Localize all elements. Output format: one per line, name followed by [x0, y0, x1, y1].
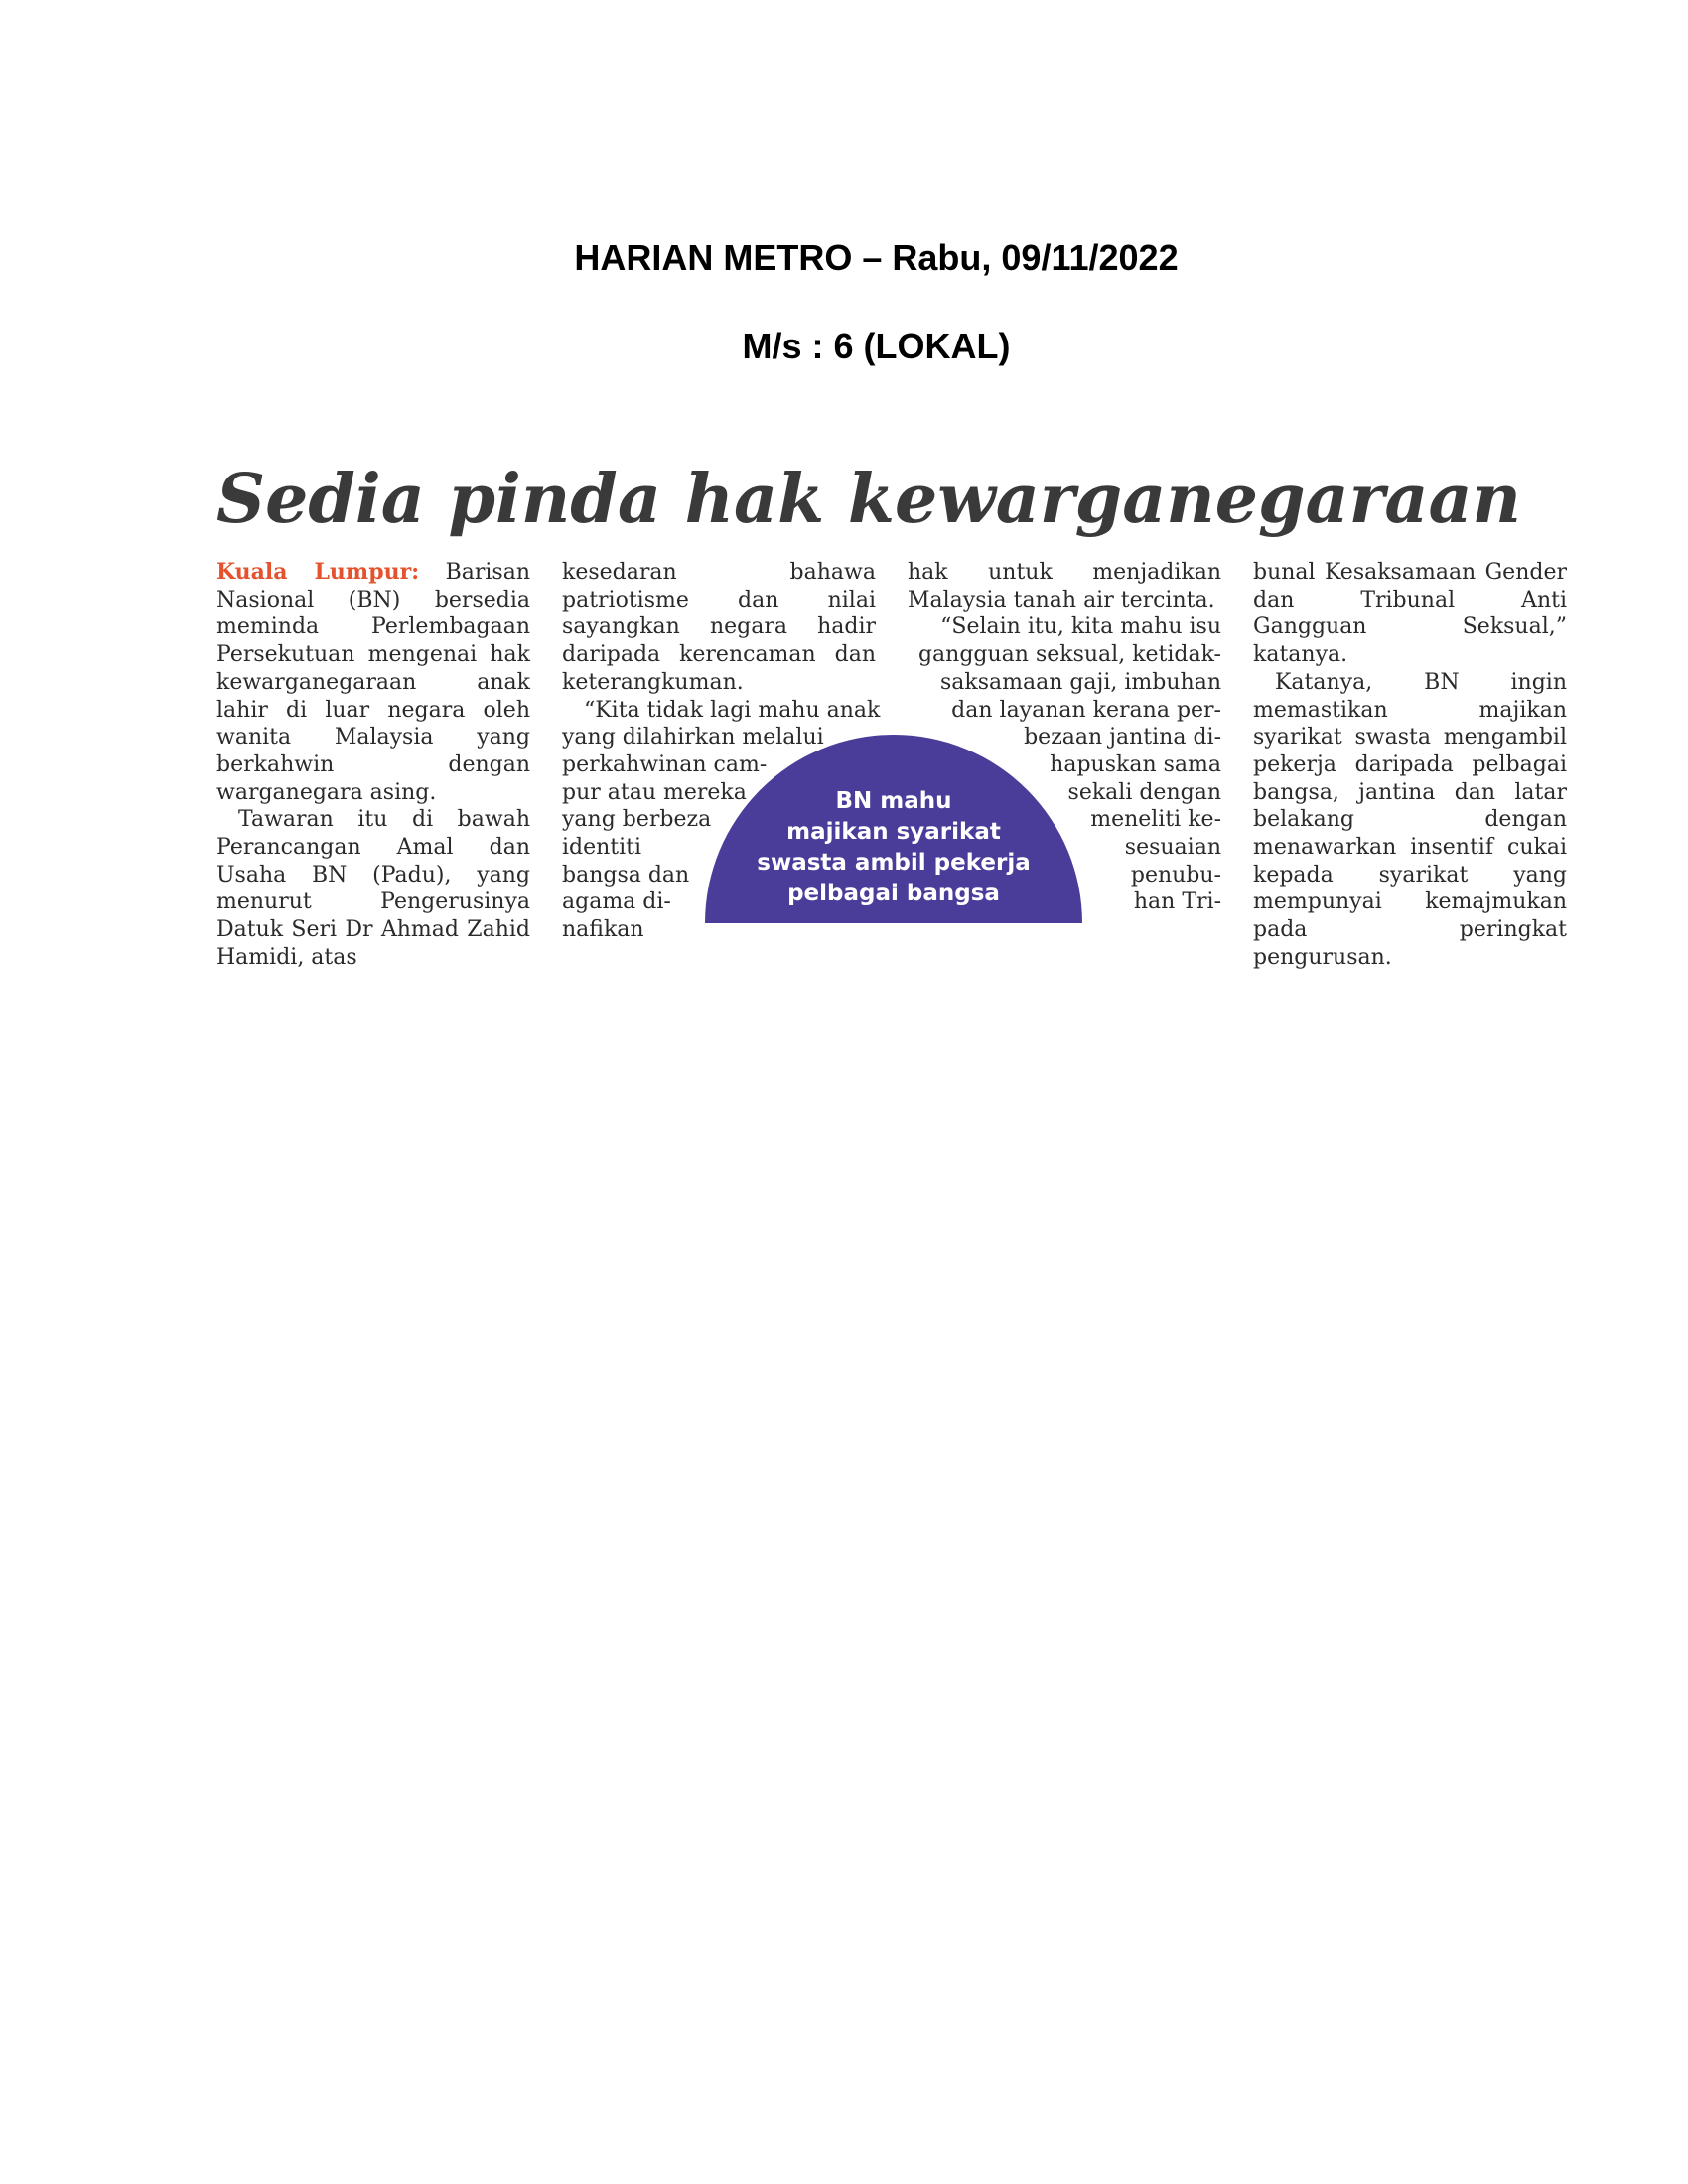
paragraph: Tawaran itu di bawah Perancangan Amal dan Usaha BN (Padu), yang menurut Pengerusinya Datuk Seri Dr Ahmad Zahid Hamidi, atas [216, 807, 530, 970]
document-header [0, 236, 1688, 368]
article-column-4 [1253, 559, 1567, 972]
text-line: yang dilahirkan melalui [562, 725, 824, 751]
paragraph [216, 559, 530, 806]
text-line: perkahwinan cam- [562, 751, 768, 777]
text-line: agama di- [562, 889, 671, 915]
text-line: nafikan [562, 917, 644, 943]
paragraph: bunal Kesaksamaan Gender dan Tribunal Anti Gangguan Seksual,” katanya. [1253, 560, 1567, 668]
text-line: han Tri- [1133, 889, 1221, 915]
article-column-1 [216, 559, 530, 972]
pull-quote-line: majikan syarikat [786, 819, 1001, 845]
text-line: sesuaian [1124, 835, 1221, 861]
text-line: meneliti ke- [1090, 807, 1221, 833]
paragraph: Katanya, BN ingin memastikan majikan syarikat swasta mengambil pekerja daripada pelbagai bangsa, jantina dan latar belakang dengan menawarkan insentif cukai kepada syarikat yang mempunyai kemajmukan pada peringkat pengurusan. [1253, 669, 1567, 970]
text-line: pur atau mereka [562, 779, 747, 805]
text-line: saksamaan gaji, imbuhan [939, 669, 1221, 695]
paragraph-text: Barisan Nasional (BN) bersedia meminda Perlembagaan Persekutuan mengenai hak kewarganegaraan anak lahir di luar negara oleh wanita Malaysia yang berkahwin dengan warganegara asing. [216, 560, 530, 805]
text-line: yang berbeza [562, 807, 712, 833]
pull-quote-line: swasta ambil pekerja [757, 850, 1031, 876]
text-line: dan layanan kerana per- [951, 697, 1221, 723]
paragraph: kesedaran bahawa patriotisme dan nilai sayangkan negara hadir daripada kerencaman dan keterangkuman. [562, 560, 876, 695]
pull-quote-line: BN mahu [835, 788, 952, 814]
text-line: identiti [562, 835, 642, 861]
paragraph: hak untuk menjadikan Malaysia tanah air tercinta. [908, 560, 1221, 613]
page-line: M/s : 6 (LOKAL) [742, 326, 1011, 366]
text-line: sekali dengan [1067, 779, 1221, 805]
publication-line: HARIAN METRO – Rabu, 09/11/2022 [574, 237, 1179, 278]
dateline: Kuala Lumpur: [216, 559, 420, 585]
text-line: bezaan jantina di- [1024, 725, 1221, 751]
text-line: hapuskan sama [1050, 751, 1221, 777]
text-line: bangsa dan [562, 862, 690, 887]
text-line: “Kita tidak lagi mahu anak [584, 697, 881, 723]
pull-quote-line: pelbagai bangsa [787, 881, 1000, 906]
article-headline: Sedia pinda hak kewarganegaraan [216, 460, 1521, 539]
text-line: penubu- [1130, 862, 1221, 887]
text-line: “Selain itu, kita mahu isu [940, 614, 1221, 640]
text-line: gangguan seksual, ketidak- [917, 642, 1221, 668]
